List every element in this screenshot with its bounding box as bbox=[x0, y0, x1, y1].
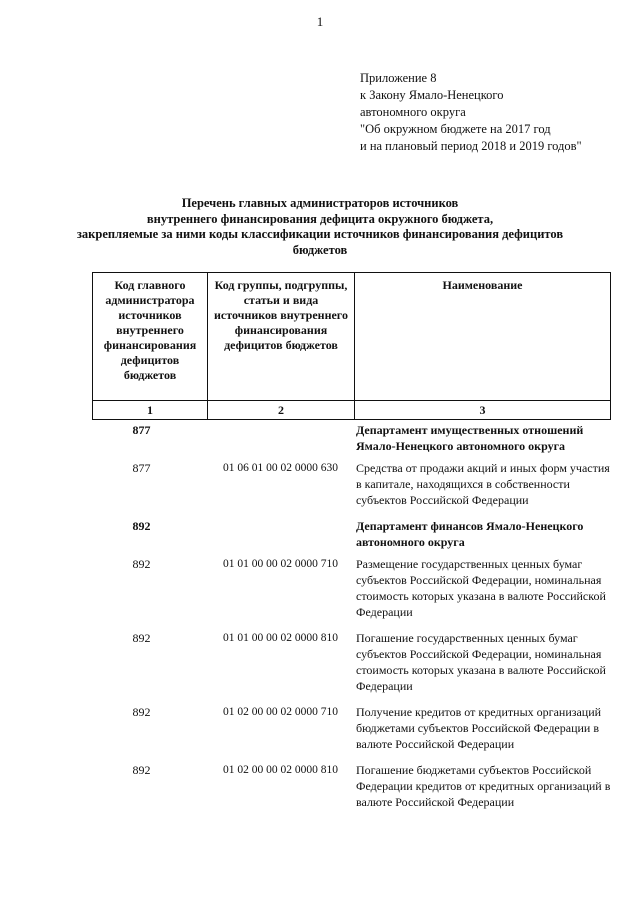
appendix-line: автономного округа bbox=[360, 105, 466, 119]
column-number: 1 bbox=[93, 401, 208, 419]
name-cell: Погашение бюджетами субъектов Российской Федерации кредитов от кредитных организаций в валюте Российской Федерации bbox=[356, 763, 611, 809]
page-number: 1 bbox=[316, 14, 324, 29]
table-row bbox=[92, 422, 622, 454]
source-code-cell bbox=[207, 518, 354, 550]
column-number: 3 bbox=[479, 403, 486, 417]
table-row bbox=[92, 704, 622, 752]
name-cell: Размещение государственных ценных бумаг субъектов Российской Федерации, номинальная стоимость которых указана в валюте Российской Федерации bbox=[356, 557, 606, 619]
admin-code-cell: 892 bbox=[132, 631, 151, 645]
appendix-line: и на плановый период 2018 и 2019 годов" bbox=[360, 139, 582, 153]
name-cell: Средства от продажи акций и иных форм участия в капитале, находящихся в собственности субъектов Российской Федерации bbox=[356, 461, 610, 507]
admin-code-cell: 892 bbox=[132, 557, 151, 571]
admin-code-cell: 877 bbox=[132, 461, 151, 475]
table-header-row bbox=[93, 273, 610, 401]
header-source-code: Код группы, подгруппы, статьи и вида источников внутреннего финансирования дефицитов бюджетов bbox=[208, 273, 355, 400]
header-admin-code: Код главного администратора источников внутреннего финансирования дефицитов бюджетов bbox=[93, 273, 208, 400]
admin-code-cell: 877 bbox=[132, 423, 151, 437]
table-row bbox=[92, 630, 622, 694]
source-code-cell: 01 02 00 00 02 0000 810 bbox=[223, 764, 338, 776]
title-line: закрепляемые за ними коды классификации источников финансирования дефицитов bbox=[76, 227, 564, 241]
source-code-cell: 01 01 00 00 02 0000 710 bbox=[223, 558, 338, 570]
appendix-line: Приложение 8 bbox=[360, 71, 437, 85]
source-code-cell: 01 02 00 00 02 0000 710 bbox=[223, 706, 338, 718]
appendix-line: к Закону Ямало-Ненецкого bbox=[360, 88, 504, 102]
column-number: 2 bbox=[208, 401, 355, 419]
admin-code-cell: 892 bbox=[132, 705, 151, 719]
title-line: внутреннего финансирования дефицита окружного бюджета, bbox=[146, 211, 494, 226]
table-body bbox=[92, 422, 622, 810]
table-row bbox=[92, 762, 622, 810]
table-row bbox=[92, 518, 622, 550]
table-header bbox=[92, 272, 611, 420]
name-cell: Погашение государственных ценных бумаг субъектов Российской Федерации, номинальная стоимость которых указана в валюте Российской Федерации bbox=[356, 631, 606, 693]
source-code-cell: 01 06 01 00 02 0000 630 bbox=[223, 462, 338, 474]
table-row bbox=[92, 460, 622, 508]
appendix-note bbox=[360, 70, 630, 155]
name-cell: Департамент имущественных отношений Ямало-Ненецкого автономного округа bbox=[356, 423, 584, 453]
column-number-row bbox=[93, 401, 610, 419]
source-code-cell bbox=[207, 422, 354, 454]
admin-code-cell: 892 bbox=[132, 763, 151, 777]
source-code-cell: 01 01 00 00 02 0000 810 bbox=[223, 632, 338, 644]
name-cell: Получение кредитов от кредитных организаций бюджетами субъектов Российской Федерации в валюте Российской Федерации bbox=[356, 705, 602, 751]
name-cell: Департамент финансов Ямало-Ненецкого автономного округа bbox=[356, 519, 584, 549]
title-line: бюджетов bbox=[292, 242, 348, 257]
header-name: Наименование bbox=[442, 278, 523, 292]
document-title bbox=[0, 196, 640, 258]
admin-code-cell: 892 bbox=[132, 519, 151, 533]
appendix-line: "Об окружном бюджете на 2017 год bbox=[360, 122, 551, 136]
title-line: Перечень главных администраторов источников bbox=[181, 196, 459, 210]
table-row bbox=[92, 556, 622, 620]
